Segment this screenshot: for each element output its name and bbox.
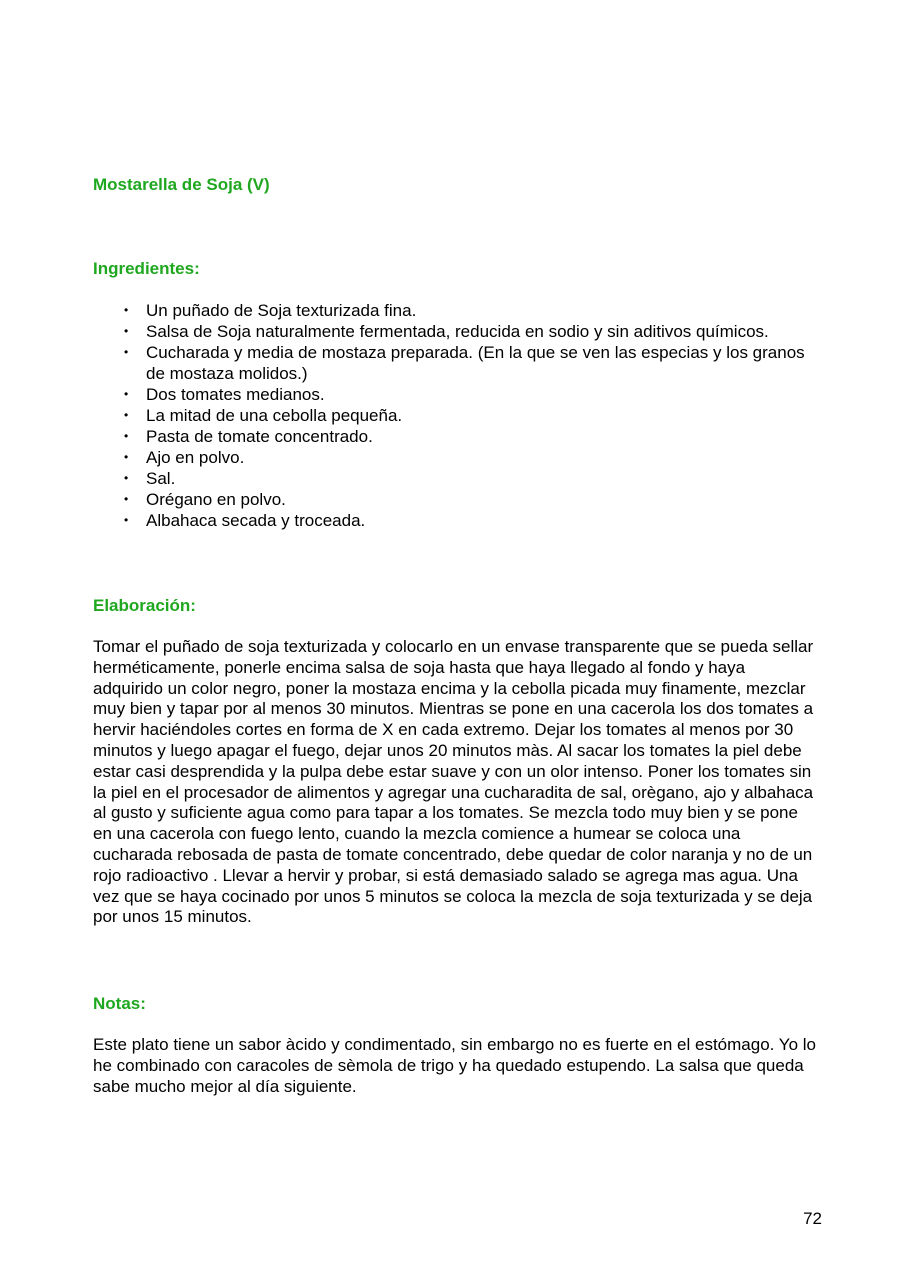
elaboration-heading: Elaboración: — [93, 596, 196, 615]
ingredient-item: • Ajo en polvo. — [93, 447, 813, 468]
ingredients-list — [93, 300, 813, 531]
ingredient-item: • Cucharada y media de mostaza preparada. (En la que se ven las especias y los granos de mostaza molidos.) — [93, 342, 813, 384]
notes-heading: Notas: — [93, 994, 146, 1013]
ingredient-item: • Un puñado de Soja texturizada fina. — [93, 300, 813, 321]
elaboration-paragraph: Tomar el puñado de soja texturizada y colocarlo en un envase transparente que se pueda sellar herméticamente, ponerle encima salsa de soja hasta que haya llegado al fondo y haya adquirido un color negro, poner la mostaza encima y la cebolla picada muy finamente, mezclar muy bien y tapar por al menos 30 minutos. Mientras se pone en una cacerola los dos tomates a hervir haciéndoles cortes en forma de X en cada extremo. Dejar los tomates al menos por 30 minutos y luego apagar el fuego, dejar unos 20 minutos màs. Al sacar los tomates la piel debe estar casi desprendida y la pulpa debe estar suave y con un olor intenso. Poner los tomates sin la piel en el procesador de alimentos y agregar una cucharadita de sal, orègano, ajo y albahaca al gusto y suficiente agua como para tapar a los tomates. Se mezcla todo muy bien y se pone en una cacerola con fuego lento, cuando la mezcla comience a humear se coloca una cucharada rebosada de pasta de tomate concentrado, debe quedar de color naranja y no de un rojo radioactivo . Llevar a hervir y probar, si está demasiado salado se agrega mas agua. Una vez que se haya cocinado por unos 5 minutos se coloca la mezcla de soja texturizada y se deja por unos 15 minutos. — [93, 637, 814, 927]
notes-paragraph: Este plato tiene un sabor àcido y condimentado, sin embargo no es fuerte en el estómago. Yo lo he combinado con caracoles de sèmola de trigo y ha quedado estupendo. La salsa que queda sabe mucho mejor al día siguiente. — [93, 1035, 816, 1096]
ingredient-item: • Sal. — [93, 468, 813, 489]
ingredient-item: • La mitad de una cebolla pequeña. — [93, 405, 813, 426]
ingredient-item: • Salsa de Soja naturalmente fermentada, reducida en sodio y sin aditivos químicos. — [93, 321, 813, 342]
ingredient-item: • Dos tomates medianos. — [93, 384, 813, 405]
recipe-title: Mostarella de Soja (V) — [93, 175, 270, 194]
ingredients-heading: Ingredientes: — [93, 259, 200, 278]
ingredient-item: • Albahaca secada y troceada. — [93, 510, 813, 531]
page-number: 72 — [803, 1209, 822, 1228]
ingredient-item: • Pasta de tomate concentrado. — [93, 426, 813, 447]
ingredient-item: • Orégano en polvo. — [93, 489, 813, 510]
